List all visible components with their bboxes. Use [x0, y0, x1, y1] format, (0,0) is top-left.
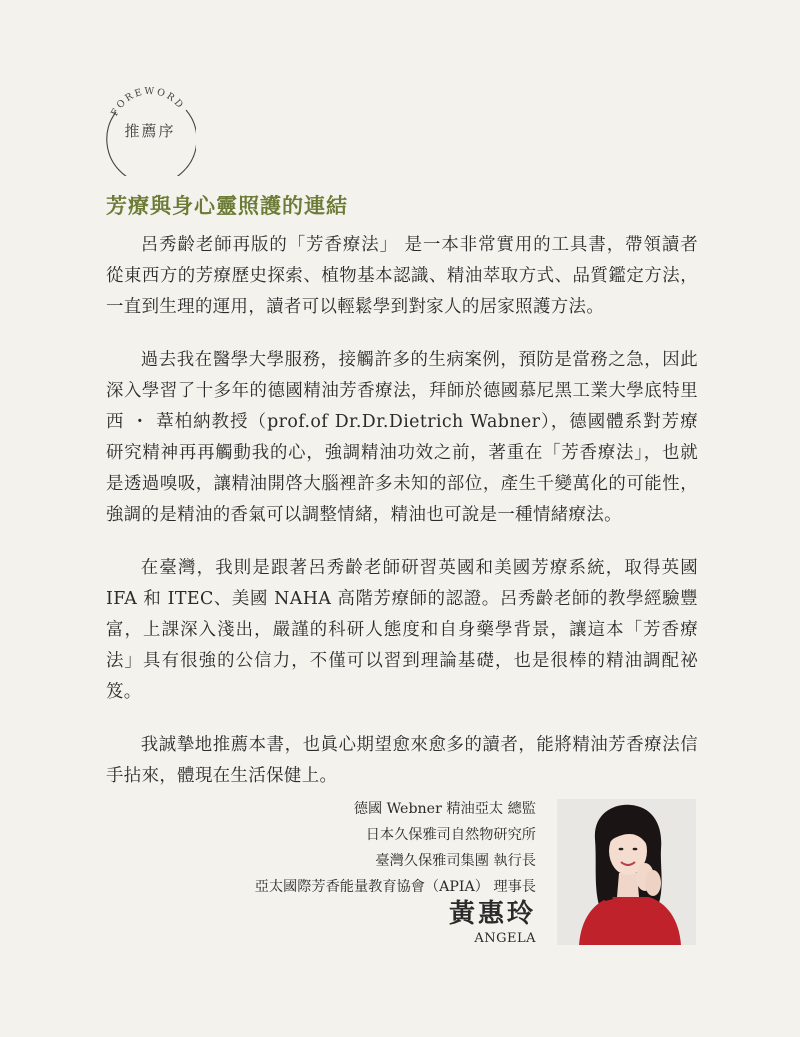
signature-title-4: 亞太國際芳香能量教育協會（APIA） 理事長	[254, 879, 536, 895]
paragraph-2: 過去我在醫學大學服務，接觸許多的生病案例，預防是當務之急，因此深入學習了十多年的德國精油芳香療法，拜師於德國慕尼黑工業大學底特里西 ・ 葦柏納教授（prof.of Dr.Dr.Dietrich Wabner），德國體系對芳療研究精神再再觸動我的心，強調精油功效之前，著重在「芳香療法」，也就是透過嗅吸，讓精油開啓大腦裡許多未知的部位，產生千變萬化的可能性，強調的是精油的香氣可以調整情緒，精油也可說是一種情緒療法。	[106, 350, 698, 525]
section-heading: 芳療與身心靈照護的連結	[106, 193, 348, 218]
badge-title: 推薦序	[124, 122, 176, 140]
paragraph-3: 在臺灣，我則是跟著呂秀齡老師研習英國和美國芳療系統，取得英國 IFA 和 ITEC、美國 NAHA 高階芳療師的認證。呂秀齡老師的教學經驗豐富，上課深入淺出，嚴謹的科研人態度和自身藥學背景，讓這本「芳香療法」具有很強的公信力，不僅可以習到理論基礎，也是很棒的精油調配祕笈。	[106, 558, 698, 702]
portrait-illustration	[557, 799, 696, 945]
svg-text:FOREWORD	[109, 86, 186, 118]
foreword-badge	[104, 84, 196, 176]
signature-title-3: 臺灣久保雅司集團 執行長	[375, 853, 536, 869]
body-text	[106, 230, 698, 814]
badge-arc-text: FOREWORD	[109, 85, 187, 119]
signature-name-en: ANGELA	[474, 931, 536, 946]
signature-block	[255, 796, 536, 948]
author-portrait	[557, 799, 696, 945]
signature-name: 黃惠玲	[448, 899, 536, 929]
paragraph-1: 呂秀齡老師再版的「芳香療法」 是一本非常實用的工具書，帶領讀者從東西方的芳療歷史探索、植物基本認識、精油萃取方式、品質鑑定方法，一直到生理的運用，讀者可以輕鬆學到對家人的居家照護方法。	[106, 235, 698, 317]
paragraph-4: 我誠摯地推薦本書，也眞心期望愈來愈多的讀者，能將精油芳香療法信手拈來，體現在生活保健上。	[106, 735, 698, 786]
signature-title-2: 日本久保雅司自然物研究所	[365, 827, 536, 843]
signature-title-1: 德國 Webner 精油亞太 總監	[353, 801, 536, 817]
